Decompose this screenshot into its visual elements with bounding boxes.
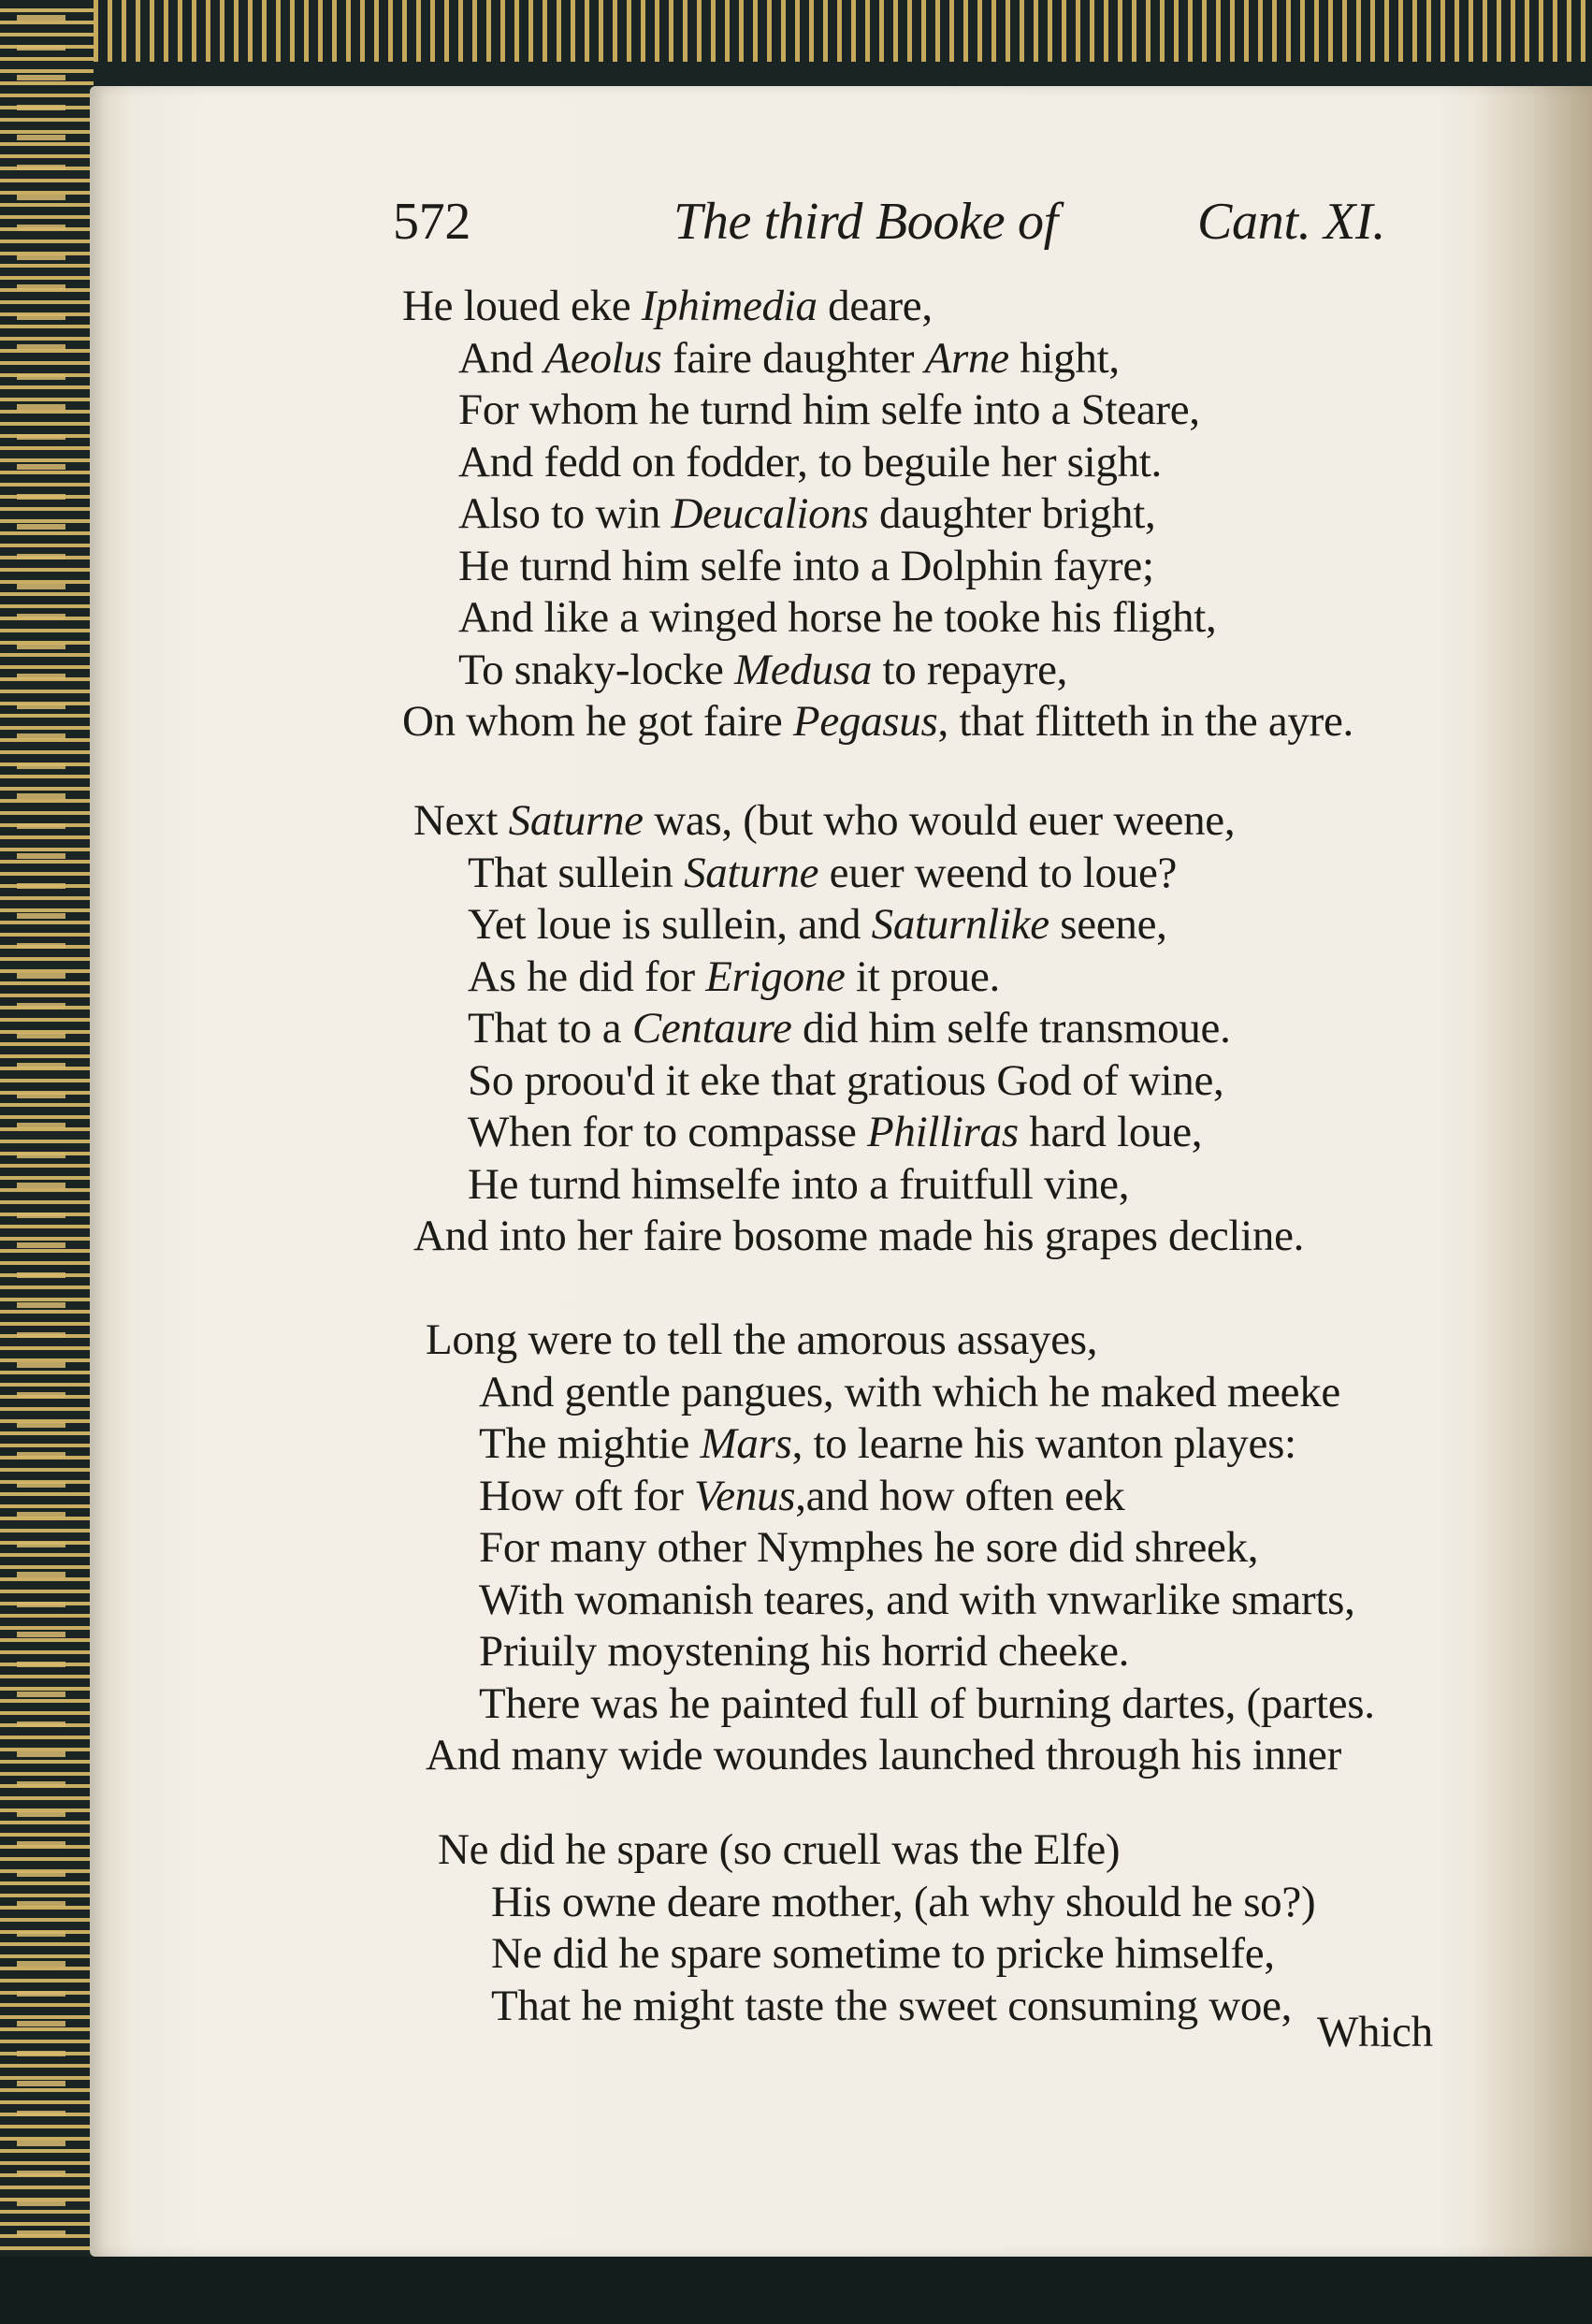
- verse-text: The mightie: [479, 1419, 701, 1468]
- verse-line: [491, 1928, 1275, 1979]
- verse-line: [426, 1315, 1097, 1365]
- verse-name: Saturne: [508, 796, 644, 845]
- verse-name: Venus: [694, 1471, 796, 1520]
- verse-text: So proou'd it eke that gratious God of wine,: [468, 1055, 1224, 1105]
- verse-text: hight,: [1008, 333, 1120, 383]
- verse-line: [479, 1471, 1124, 1521]
- verse-text: did him selfe transmoue.: [791, 1004, 1231, 1053]
- verse-name: Deucalions: [671, 489, 869, 538]
- verse-line: [468, 848, 1177, 898]
- verse-text: Priuily moystening his horrid cheeke.: [479, 1627, 1130, 1676]
- verse-line: [402, 696, 1353, 747]
- verse-line: [402, 281, 933, 331]
- verse-name: Centaure: [631, 1004, 792, 1053]
- verse-line: [468, 1159, 1129, 1210]
- verse-line: [458, 385, 1200, 435]
- verse-line: [458, 437, 1162, 487]
- verse-text: For whom he turnd him selfe into a Steare,: [458, 385, 1200, 434]
- verse-line: [413, 795, 1235, 846]
- verse-line: [458, 488, 1155, 539]
- verse-line: [458, 333, 1120, 384]
- verse-text: , that flitteth in the ayre.: [937, 697, 1353, 746]
- verse-line: [479, 1522, 1258, 1573]
- verse-line: [468, 1003, 1231, 1053]
- verse-name: Pegasus: [792, 697, 938, 746]
- verse-text: He turnd him selfe into a Dolphin fayre;: [458, 541, 1154, 590]
- verse-text: As he did for: [468, 951, 706, 1001]
- verse-text: Also to win: [458, 489, 672, 538]
- verse-line: [491, 1877, 1315, 1927]
- verse-line: [458, 592, 1216, 643]
- verse-line: [479, 1678, 1375, 1729]
- verse-name: Mars: [700, 1419, 792, 1468]
- verse-name: Aeolus: [543, 333, 662, 383]
- verse-text: to repayre,: [872, 645, 1068, 694]
- verse-text: And fedd on fodder, to beguile her sight.: [458, 437, 1163, 487]
- verse-text: , to learne his wanton playes:: [791, 1419, 1296, 1468]
- verse-line: [468, 899, 1167, 950]
- verse-text: There was he painted full of burning dartes, (partes.: [479, 1678, 1375, 1728]
- verse-name: Saturnlike: [871, 900, 1049, 949]
- page-number: 572: [393, 193, 471, 251]
- verse-name: Saturne: [684, 848, 819, 897]
- verse-text: was, (but who would euer weene,: [643, 796, 1236, 845]
- verse-text: To snaky-locke: [458, 645, 735, 694]
- verse-line: [413, 1211, 1304, 1261]
- verse-line: [479, 1418, 1296, 1469]
- verse-text: Ne did he spare sometime to pricke himselfe,: [491, 1929, 1275, 1978]
- verse-text: daughter bright,: [868, 489, 1156, 538]
- verse-text: He loued eke: [402, 282, 642, 330]
- catchword: Which: [1317, 2008, 1433, 2056]
- verse-text: it proue.: [845, 951, 1000, 1001]
- verse-line: [468, 951, 1000, 1002]
- verse-name: Philliras: [867, 1108, 1019, 1156]
- verse-text: He turnd himselfe into a fruitfull vine,: [468, 1159, 1130, 1209]
- verse-line: [426, 1730, 1341, 1780]
- verse-line: [468, 1055, 1224, 1106]
- verse-text: That sullein: [468, 848, 685, 897]
- verse-line: [479, 1575, 1355, 1625]
- verse-name: Medusa: [734, 645, 873, 694]
- verse-text: On whom he got faire: [402, 697, 793, 746]
- verse-text: That to a: [468, 1004, 632, 1053]
- verse-name: Arne: [924, 333, 1009, 383]
- running-title: The third Booke of: [673, 193, 1058, 251]
- verse-text: His owne deare mother, (ah why should he so?): [491, 1877, 1316, 1926]
- verse-text: And like a winged horse he tooke his flight,: [458, 593, 1217, 642]
- verse-line: [491, 1981, 1292, 2031]
- canto-label: Cant. XI.: [1197, 193, 1386, 251]
- verse-line: [458, 541, 1154, 591]
- verse-line: [438, 1824, 1120, 1875]
- verse-line: [479, 1367, 1340, 1417]
- verse-text: faire daughter: [661, 333, 925, 383]
- verse-text: Next: [413, 796, 509, 845]
- verse-line: [479, 1626, 1129, 1677]
- verse-text: Yet loue is sullein, and: [468, 900, 872, 949]
- verse-text: Long were to tell the amorous assayes,: [426, 1315, 1098, 1364]
- verse-text: Ne did he spare (so cruell was the Elfe): [438, 1825, 1121, 1874]
- verse-name: Iphimedia: [641, 282, 818, 330]
- verse-text: When for to compasse: [468, 1108, 868, 1156]
- verse-text: hard loue,: [1018, 1108, 1203, 1156]
- verse-text: With womanish teares, and with vnwarlike smarts,: [479, 1575, 1355, 1624]
- verse-text: ,and how often eek: [795, 1471, 1125, 1520]
- verse-text: And many wide woundes launched through his inner: [426, 1731, 1341, 1779]
- verse-text: And gentle pangues, with which he maked meeke: [479, 1367, 1340, 1416]
- verse-text: deare,: [817, 282, 933, 330]
- verse-text: seene,: [1049, 900, 1167, 949]
- verse-line: [458, 645, 1067, 695]
- verse-text: How oft for: [479, 1471, 695, 1520]
- verse-name: Erigone: [705, 951, 846, 1001]
- verse-text: And into her faire bosome made his grapes decline.: [413, 1212, 1305, 1260]
- verse-text: For many other Nymphes he sore did shreek,: [479, 1523, 1259, 1572]
- verse-text: euer weend to loue?: [818, 848, 1178, 897]
- verse-text: And: [458, 333, 544, 383]
- verse-line: [468, 1107, 1202, 1157]
- verse-text: That he might taste the sweet consuming woe,: [491, 1981, 1293, 2030]
